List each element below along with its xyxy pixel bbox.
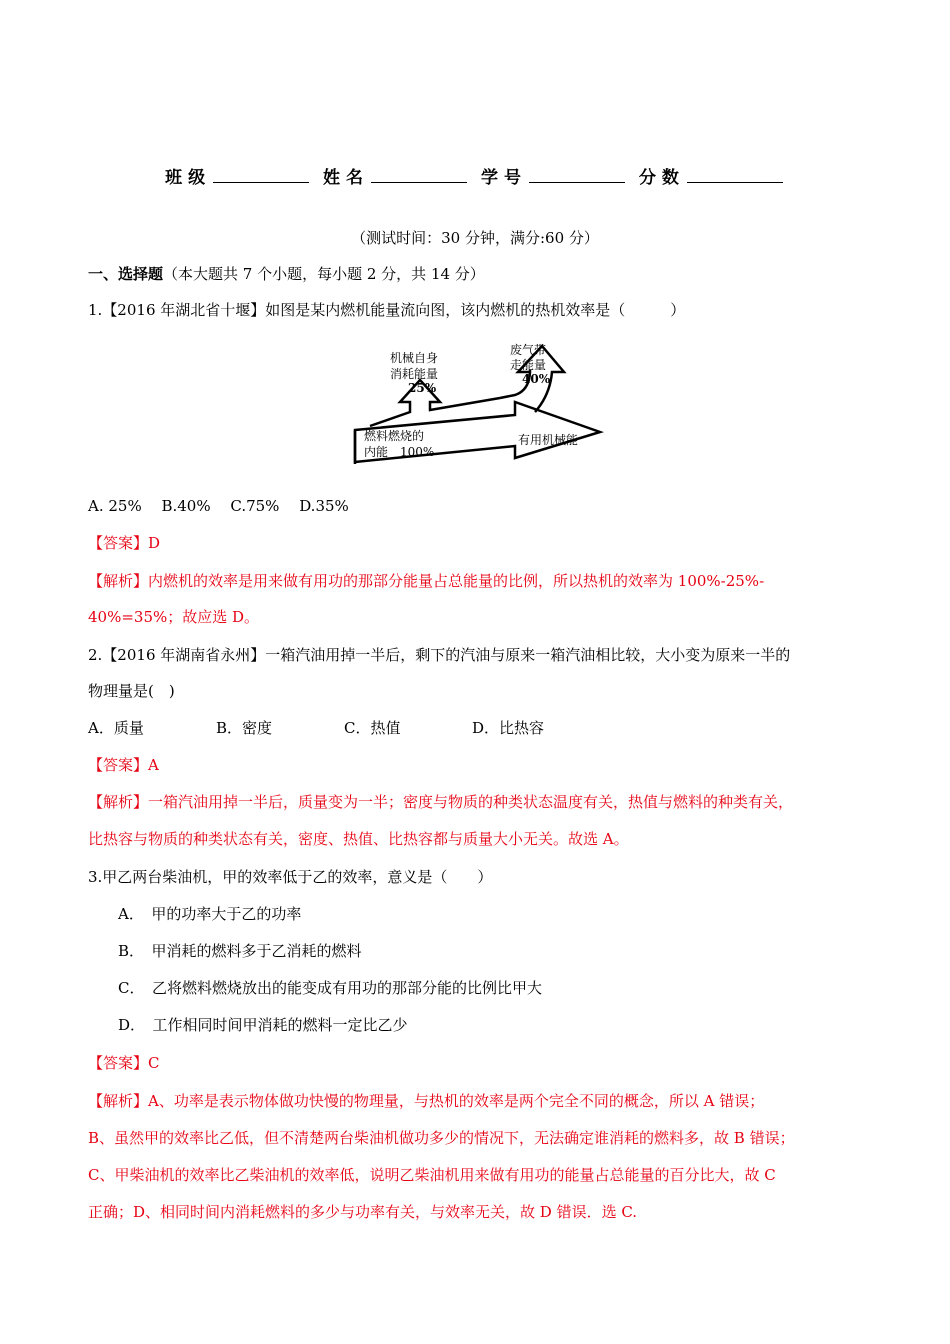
- question-3-analysis-line-4: 正确；D、相同时间内消耗燃料的多少与功率有关，与效率无关，故 D 错误．选 C.: [88, 1203, 638, 1221]
- question-3-analysis-line-2: B、虽然甲的效率比乙低，但不清楚两台柴油机做功多少的情况下，无法确定谁消耗的燃料多，故 B 错误；: [88, 1129, 795, 1147]
- question-1-options: A. 25% B.40% C.75% D.35%: [88, 497, 349, 515]
- id-label: 学号: [480, 168, 527, 188]
- class-blank[interactable]: [213, 164, 309, 183]
- question-2-analysis-line-1: 【解析】一箱汽油用掉一半后，质量变为一半；密度与物质的种类状态温度有关，热值与燃料的种类有关，: [88, 793, 794, 811]
- question-2-text-line-1: 2.【2016 年湖南省永州】一箱汽油用掉一半后，剩下的汽油与原来一箱汽油相比较，大小变为原来一半的: [88, 646, 791, 664]
- id-blank[interactable]: [529, 164, 625, 183]
- question-2-answer: 【答案】A: [88, 756, 159, 774]
- question-3-option-c: C． 乙将燃料燃烧放出的能变成有用功的那部分能的比例比甲大: [118, 979, 542, 997]
- figure-label-fuel-1: 燃料燃烧的: [364, 429, 425, 443]
- question-2-text-line-2: 物理量是( ): [88, 682, 175, 700]
- figure-label-mech-1: 机械自身: [390, 351, 439, 365]
- question-2-option-a: A．质量: [88, 719, 144, 737]
- question-2-options: [88, 718, 878, 738]
- question-3-analysis-line-3: C、甲柴油机的效率比乙柴油机的效率低，说明乙柴油机用来做有用功的能量占总能量的百分比大，故 C: [88, 1166, 776, 1184]
- question-1-analysis-line-2: 40%=35%；故应选 D。: [88, 608, 260, 626]
- section-description: （本大题共 7 个小题，每小题 2 分，共 14 分）: [163, 265, 485, 283]
- figure-label-exhaust-1: 废气带: [510, 343, 547, 357]
- question-1-answer: 【答案】D: [88, 534, 161, 552]
- time-note: （测试时间：30 分钟，满分:60 分）: [351, 229, 599, 247]
- name-label: 姓名: [323, 168, 370, 188]
- name-blank[interactable]: [371, 164, 467, 183]
- question-3-text: 3.甲乙两台柴油机，甲的效率低于乙的效率，意义是（ ）: [88, 868, 493, 886]
- figure-label-mech-3: 25%: [408, 381, 437, 395]
- question-3-answer: 【答案】C: [88, 1054, 160, 1072]
- figure-label-fuel-2: 内能 100%: [364, 445, 435, 459]
- class-label: 班级: [165, 168, 212, 188]
- question-1-text: 1.【2016 年湖北省十堰】如图是某内燃机能量流向图，该内燃机的热机效率是（ ）: [88, 301, 686, 319]
- energy-flow-figure: [350, 340, 605, 464]
- student-info-header: [0, 163, 950, 188]
- question-2-option-b: B．密度: [216, 719, 273, 737]
- question-2-option-d: D．比热容: [472, 719, 545, 737]
- question-2-analysis-line-2: 比热容与物质的种类状态有关，密度、热值、比热容都与质量大小无关。故选 A。: [88, 830, 629, 848]
- section-title: 一、选择题: [88, 265, 164, 283]
- figure-label-mech-2: 消耗能量: [390, 367, 439, 381]
- question-2-option-c: C．热值: [344, 719, 401, 737]
- question-3-option-b: B． 甲消耗的燃料多于乙消耗的燃料: [118, 942, 362, 960]
- question-3-option-a: A． 甲的功率大于乙的功率: [118, 905, 302, 923]
- energy-flow-diagram: [350, 340, 605, 464]
- score-label: 分数: [638, 168, 685, 188]
- score-blank[interactable]: [687, 164, 783, 183]
- figure-label-useful: 有用机械能: [518, 433, 579, 447]
- figure-label-exhaust-2: 走能量: [510, 358, 547, 372]
- question-3-option-d: D． 工作相同时间甲消耗的燃料一定比乙少: [118, 1016, 408, 1034]
- figure-label-exhaust-3: 40%: [522, 372, 551, 386]
- question-3-analysis-line-1: 【解析】A、功率是表示物体做功快慢的物理量，与热机的效率是两个完全不同的概念，所以 A 错误；: [88, 1092, 765, 1110]
- section-heading: [88, 264, 878, 284]
- question-1-analysis-line-1: 【解析】内燃机的效率是用来做有用功的那部分能量占总能量的比例，所以热机的效率为 100%-25%-: [88, 572, 765, 590]
